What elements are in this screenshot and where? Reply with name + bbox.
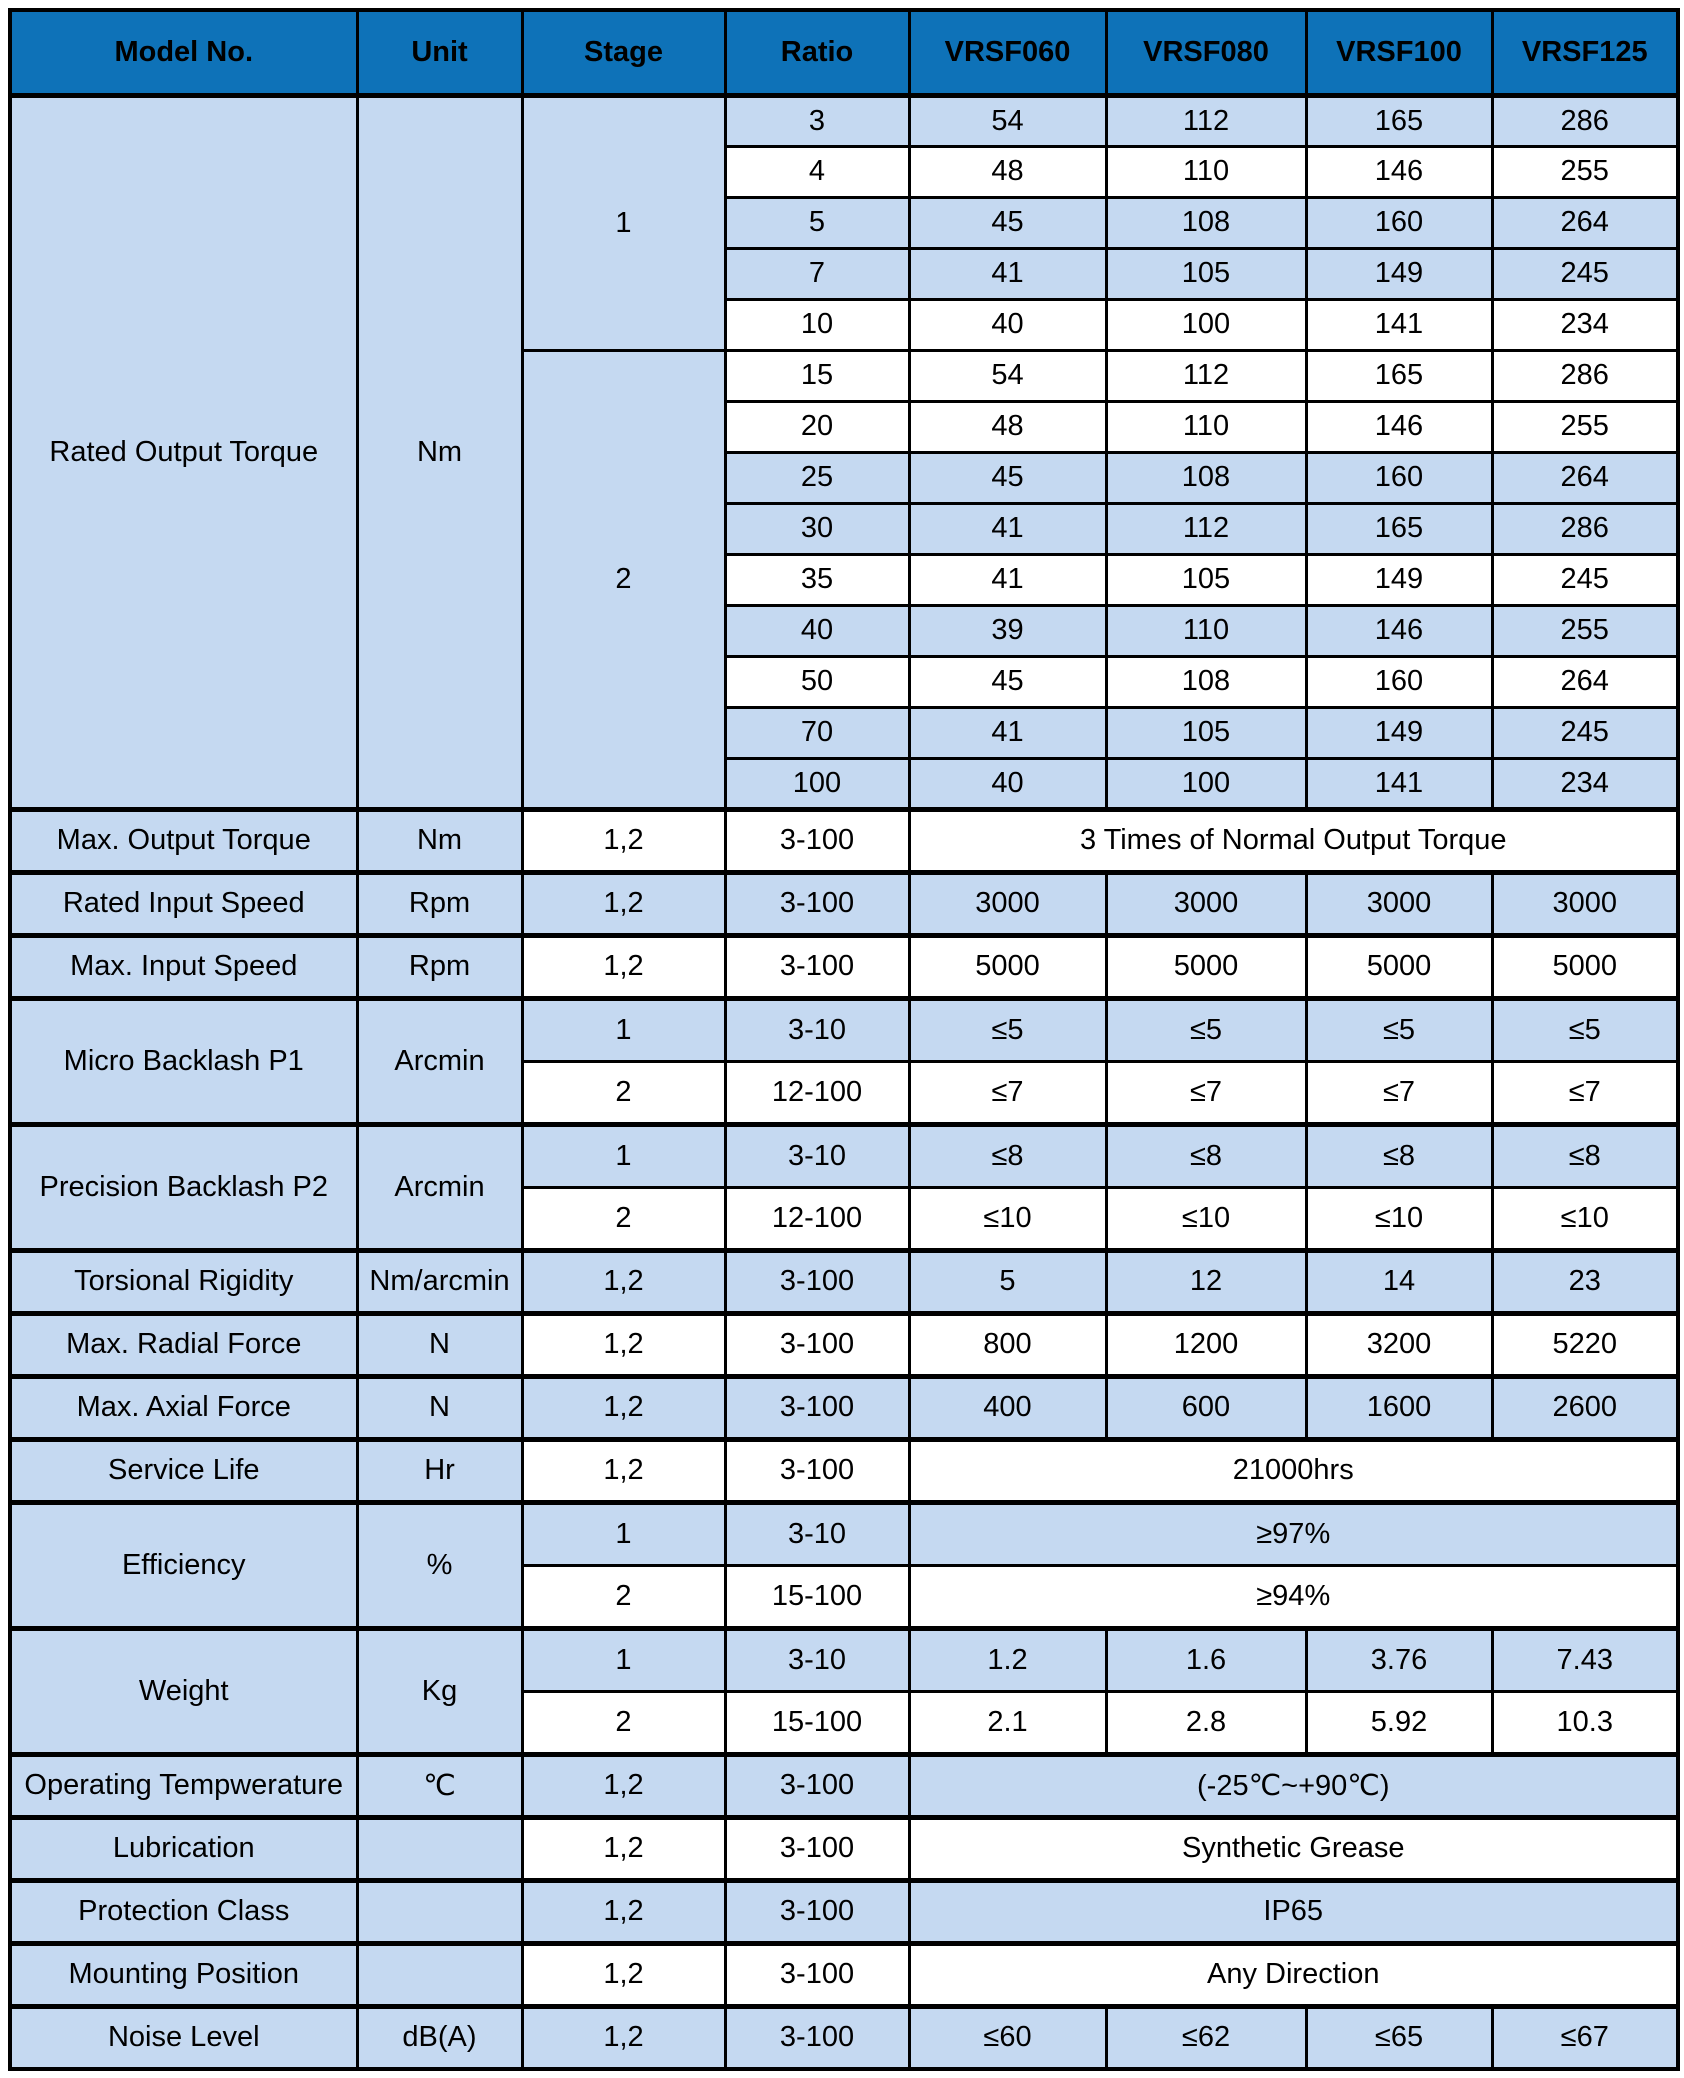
unit-cell: dB(A) <box>357 2006 522 2069</box>
value-cell: 41 <box>909 707 1106 758</box>
value-cell: 48 <box>909 146 1106 197</box>
value-cell: ≤10 <box>1492 1187 1678 1250</box>
value-cell: 1.2 <box>909 1628 1106 1691</box>
column-header-ratio: Ratio <box>725 10 909 95</box>
unit-cell: Nm <box>357 95 522 809</box>
value-cell: 105 <box>1106 248 1306 299</box>
column-header-vrsf080: VRSF080 <box>1106 10 1306 95</box>
stage-cell: 1 <box>522 1502 725 1565</box>
stage-cell: 1,2 <box>522 809 725 872</box>
spec-label-cell: Efficiency <box>10 1502 357 1628</box>
unit-cell: Rpm <box>357 935 522 998</box>
value-cell: 149 <box>1306 248 1492 299</box>
unit-cell <box>357 1943 522 2006</box>
stage-cell: 1,2 <box>522 1754 725 1817</box>
value-cell: 400 <box>909 1376 1106 1439</box>
table-row <box>10 1880 1678 1943</box>
merged-value-cell: Any Direction <box>909 1943 1678 2006</box>
column-header-vrsf060: VRSF060 <box>909 10 1106 95</box>
value-cell: ≤7 <box>909 1061 1106 1124</box>
value-cell: 286 <box>1492 503 1678 554</box>
spec-label-cell: Operating Tempwerature <box>10 1754 357 1817</box>
ratio-cell: 3-100 <box>725 1754 909 1817</box>
value-cell: 264 <box>1492 452 1678 503</box>
stage-cell: 2 <box>522 1187 725 1250</box>
value-cell: 23 <box>1492 1250 1678 1313</box>
value-cell: 160 <box>1306 197 1492 248</box>
unit-cell: N <box>357 1313 522 1376</box>
value-cell: 5 <box>909 1250 1106 1313</box>
value-cell: 12 <box>1106 1250 1306 1313</box>
value-cell: ≤5 <box>1106 998 1306 1061</box>
merged-value-cell: 21000hrs <box>909 1439 1678 1502</box>
value-cell: 108 <box>1106 656 1306 707</box>
ratio-cell: 3-100 <box>725 1817 909 1880</box>
value-cell: 110 <box>1106 401 1306 452</box>
value-cell: 2600 <box>1492 1376 1678 1439</box>
stage-cell: 1 <box>522 95 725 350</box>
value-cell: 160 <box>1306 452 1492 503</box>
ratio-cell: 3-100 <box>725 1313 909 1376</box>
value-cell: 41 <box>909 248 1106 299</box>
ratio-cell: 3 <box>725 95 909 146</box>
stage-cell: 1,2 <box>522 1817 725 1880</box>
stage-cell: 1 <box>522 1124 725 1187</box>
ratio-cell: 3-100 <box>725 1250 909 1313</box>
stage-cell: 1,2 <box>522 1313 725 1376</box>
value-cell: 39 <box>909 605 1106 656</box>
value-cell: 800 <box>909 1313 1106 1376</box>
value-cell: 3200 <box>1306 1313 1492 1376</box>
ratio-cell: 3-10 <box>725 1502 909 1565</box>
value-cell: ≤62 <box>1106 2006 1306 2069</box>
value-cell: 146 <box>1306 401 1492 452</box>
spec-label-cell: Noise Level <box>10 2006 357 2069</box>
value-cell: 7.43 <box>1492 1628 1678 1691</box>
ratio-cell: 3-100 <box>725 1376 909 1439</box>
value-cell: 112 <box>1106 350 1306 401</box>
unit-cell: ℃ <box>357 1754 522 1817</box>
spec-label-cell: Weight <box>10 1628 357 1754</box>
value-cell: 10.3 <box>1492 1691 1678 1754</box>
table-row <box>10 1439 1678 1502</box>
unit-cell: Arcmin <box>357 998 522 1124</box>
value-cell: 3000 <box>909 872 1106 935</box>
spec-label-cell: Protection Class <box>10 1880 357 1943</box>
value-cell: 146 <box>1306 605 1492 656</box>
value-cell: 286 <box>1492 95 1678 146</box>
value-cell: 14 <box>1306 1250 1492 1313</box>
table-row <box>10 1376 1678 1439</box>
ratio-cell: 3-100 <box>725 1943 909 2006</box>
table-row <box>10 1943 1678 2006</box>
column-header-model: Model No. <box>10 10 357 95</box>
merged-value-cell: IP65 <box>909 1880 1678 1943</box>
column-header-stage: Stage <box>522 10 725 95</box>
value-cell: ≤10 <box>1306 1187 1492 1250</box>
value-cell: 165 <box>1306 350 1492 401</box>
spec-label-cell: Rated Input Speed <box>10 872 357 935</box>
ratio-cell: 30 <box>725 503 909 554</box>
value-cell: ≤5 <box>1306 998 1492 1061</box>
ratio-cell: 3-10 <box>725 998 909 1061</box>
unit-cell <box>357 1817 522 1880</box>
value-cell: 264 <box>1492 197 1678 248</box>
table-row <box>10 1313 1678 1376</box>
value-cell: 3.76 <box>1306 1628 1492 1691</box>
value-cell: ≤7 <box>1492 1061 1678 1124</box>
value-cell: ≤8 <box>909 1124 1106 1187</box>
value-cell: 264 <box>1492 656 1678 707</box>
table-row <box>10 1502 1678 1565</box>
unit-cell: Nm <box>357 809 522 872</box>
value-cell: ≤10 <box>1106 1187 1306 1250</box>
merged-value-cell: (-25℃~+90℃) <box>909 1754 1678 1817</box>
table-row <box>10 95 1678 146</box>
stage-cell: 1,2 <box>522 1880 725 1943</box>
value-cell: 234 <box>1492 758 1678 809</box>
spec-table <box>8 8 1680 2071</box>
spec-label-cell: Service Life <box>10 1439 357 1502</box>
unit-cell: Arcmin <box>357 1124 522 1250</box>
value-cell: ≤7 <box>1306 1061 1492 1124</box>
value-cell: 165 <box>1306 503 1492 554</box>
value-cell: ≤7 <box>1106 1061 1306 1124</box>
unit-cell: Nm/arcmin <box>357 1250 522 1313</box>
value-cell: 2.8 <box>1106 1691 1306 1754</box>
stage-cell: 1,2 <box>522 1439 725 1502</box>
value-cell: 100 <box>1106 299 1306 350</box>
value-cell: 146 <box>1306 146 1492 197</box>
column-header-vrsf100: VRSF100 <box>1306 10 1492 95</box>
spec-label-cell: Max. Input Speed <box>10 935 357 998</box>
value-cell: ≤65 <box>1306 2006 1492 2069</box>
stage-cell: 2 <box>522 1565 725 1628</box>
unit-cell: N <box>357 1376 522 1439</box>
ratio-cell: 3-100 <box>725 809 909 872</box>
value-cell: 41 <box>909 554 1106 605</box>
table-row <box>10 1628 1678 1691</box>
ratio-cell: 3-100 <box>725 2006 909 2069</box>
value-cell: 3000 <box>1492 872 1678 935</box>
merged-value-cell: ≥94% <box>909 1565 1678 1628</box>
column-header-unit: Unit <box>357 10 522 95</box>
value-cell: 100 <box>1106 758 1306 809</box>
value-cell: 149 <box>1306 707 1492 758</box>
table-row <box>10 1754 1678 1817</box>
ratio-cell: 7 <box>725 248 909 299</box>
ratio-cell: 20 <box>725 401 909 452</box>
value-cell: 105 <box>1106 554 1306 605</box>
ratio-cell: 12-100 <box>725 1187 909 1250</box>
unit-cell: Rpm <box>357 872 522 935</box>
ratio-cell: 3-100 <box>725 1439 909 1502</box>
value-cell: 110 <box>1106 146 1306 197</box>
spec-table-body <box>10 95 1678 2069</box>
unit-cell: Kg <box>357 1628 522 1754</box>
value-cell: 112 <box>1106 95 1306 146</box>
value-cell: ≤67 <box>1492 2006 1678 2069</box>
value-cell: 1200 <box>1106 1313 1306 1376</box>
spec-label-cell: Max. Radial Force <box>10 1313 357 1376</box>
stage-cell: 2 <box>522 1691 725 1754</box>
ratio-cell: 3-10 <box>725 1628 909 1691</box>
value-cell: ≤10 <box>909 1187 1106 1250</box>
stage-cell: 1,2 <box>522 872 725 935</box>
ratio-cell: 15 <box>725 350 909 401</box>
merged-value-cell: 3 Times of Normal Output Torque <box>909 809 1678 872</box>
value-cell: ≤8 <box>1492 1124 1678 1187</box>
value-cell: ≤5 <box>909 998 1106 1061</box>
value-cell: 1.6 <box>1106 1628 1306 1691</box>
stage-cell: 1,2 <box>522 935 725 998</box>
unit-cell <box>357 1880 522 1943</box>
spec-label-cell: Micro Backlash P1 <box>10 998 357 1124</box>
stage-cell: 1,2 <box>522 1376 725 1439</box>
value-cell: 112 <box>1106 503 1306 554</box>
column-header-vrsf125: VRSF125 <box>1492 10 1678 95</box>
ratio-cell: 15-100 <box>725 1691 909 1754</box>
value-cell: 108 <box>1106 452 1306 503</box>
stage-cell: 1 <box>522 998 725 1061</box>
value-cell: ≤8 <box>1106 1124 1306 1187</box>
value-cell: 149 <box>1306 554 1492 605</box>
value-cell: 45 <box>909 452 1106 503</box>
ratio-cell: 10 <box>725 299 909 350</box>
value-cell: 600 <box>1106 1376 1306 1439</box>
value-cell: 165 <box>1306 95 1492 146</box>
value-cell: 3000 <box>1106 872 1306 935</box>
table-row <box>10 1250 1678 1313</box>
value-cell: 141 <box>1306 299 1492 350</box>
value-cell: 255 <box>1492 401 1678 452</box>
value-cell: 48 <box>909 401 1106 452</box>
value-cell: 286 <box>1492 350 1678 401</box>
ratio-cell: 3-10 <box>725 1124 909 1187</box>
table-row <box>10 998 1678 1061</box>
value-cell: 54 <box>909 95 1106 146</box>
value-cell: ≤8 <box>1306 1124 1492 1187</box>
value-cell: 3000 <box>1306 872 1492 935</box>
ratio-cell: 3-100 <box>725 935 909 998</box>
unit-cell: % <box>357 1502 522 1628</box>
table-row <box>10 872 1678 935</box>
value-cell: 5220 <box>1492 1313 1678 1376</box>
stage-cell: 1,2 <box>522 2006 725 2069</box>
stage-cell: 1 <box>522 1628 725 1691</box>
ratio-cell: 40 <box>725 605 909 656</box>
unit-cell: Hr <box>357 1439 522 1502</box>
value-cell: 245 <box>1492 707 1678 758</box>
value-cell: 2.1 <box>909 1691 1106 1754</box>
stage-cell: 1,2 <box>522 1250 725 1313</box>
spec-label-cell: Max. Output Torque <box>10 809 357 872</box>
value-cell: 105 <box>1106 707 1306 758</box>
value-cell: 245 <box>1492 248 1678 299</box>
spec-label-cell: Rated Output Torque <box>10 95 357 809</box>
value-cell: 234 <box>1492 299 1678 350</box>
value-cell: 5000 <box>1492 935 1678 998</box>
ratio-cell: 15-100 <box>725 1565 909 1628</box>
value-cell: 141 <box>1306 758 1492 809</box>
value-cell: 5000 <box>909 935 1106 998</box>
ratio-cell: 25 <box>725 452 909 503</box>
ratio-cell: 5 <box>725 197 909 248</box>
merged-value-cell: Synthetic Grease <box>909 1817 1678 1880</box>
value-cell: 40 <box>909 758 1106 809</box>
spec-label-cell: Mounting Position <box>10 1943 357 2006</box>
merged-value-cell: ≥97% <box>909 1502 1678 1565</box>
table-row <box>10 2006 1678 2069</box>
ratio-cell: 35 <box>725 554 909 605</box>
table-row <box>10 809 1678 872</box>
ratio-cell: 12-100 <box>725 1061 909 1124</box>
ratio-cell: 100 <box>725 758 909 809</box>
value-cell: 54 <box>909 350 1106 401</box>
value-cell: 45 <box>909 197 1106 248</box>
value-cell: 160 <box>1306 656 1492 707</box>
spec-label-cell: Torsional Rigidity <box>10 1250 357 1313</box>
value-cell: 108 <box>1106 197 1306 248</box>
table-row <box>10 1817 1678 1880</box>
value-cell: 255 <box>1492 605 1678 656</box>
header-row <box>10 10 1678 95</box>
spec-label-cell: Lubrication <box>10 1817 357 1880</box>
value-cell: 45 <box>909 656 1106 707</box>
value-cell: 1600 <box>1306 1376 1492 1439</box>
value-cell: 255 <box>1492 146 1678 197</box>
stage-cell: 2 <box>522 350 725 809</box>
value-cell: 5000 <box>1306 935 1492 998</box>
value-cell: 5.92 <box>1306 1691 1492 1754</box>
value-cell: ≤5 <box>1492 998 1678 1061</box>
ratio-cell: 3-100 <box>725 1880 909 1943</box>
table-row <box>10 1124 1678 1187</box>
value-cell: 40 <box>909 299 1106 350</box>
value-cell: 5000 <box>1106 935 1306 998</box>
stage-cell: 2 <box>522 1061 725 1124</box>
ratio-cell: 3-100 <box>725 872 909 935</box>
stage-cell: 1,2 <box>522 1943 725 2006</box>
value-cell: ≤60 <box>909 2006 1106 2069</box>
spec-label-cell: Precision Backlash P2 <box>10 1124 357 1250</box>
spec-label-cell: Max. Axial Force <box>10 1376 357 1439</box>
table-row <box>10 935 1678 998</box>
value-cell: 110 <box>1106 605 1306 656</box>
value-cell: 41 <box>909 503 1106 554</box>
value-cell: 245 <box>1492 554 1678 605</box>
ratio-cell: 70 <box>725 707 909 758</box>
ratio-cell: 50 <box>725 656 909 707</box>
ratio-cell: 4 <box>725 146 909 197</box>
